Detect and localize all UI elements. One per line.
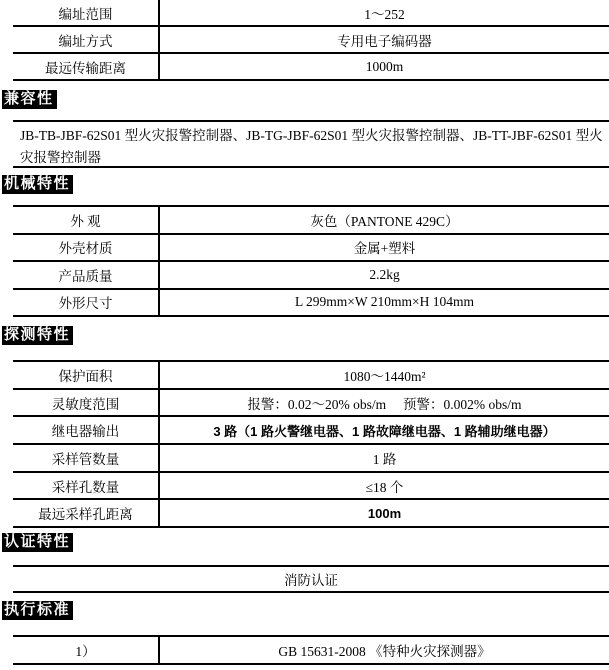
spec-value: 1 路 bbox=[372, 451, 397, 467]
spec-label: 保护面积 bbox=[13, 362, 160, 388]
section-header-mechanical: 机械特性 bbox=[2, 175, 73, 194]
table-row bbox=[13, 0, 609, 27]
spec-label: 编址方式 bbox=[13, 27, 160, 52]
table-row bbox=[13, 362, 609, 390]
spec-value: 报警：0.02～20% obs/m 预警：0.002% obs/m bbox=[247, 396, 522, 412]
table-row bbox=[13, 27, 609, 54]
table-row bbox=[13, 207, 609, 235]
spec-value: 1～252 bbox=[364, 6, 405, 22]
table-row bbox=[13, 390, 609, 418]
spec-value: ≤18 个 bbox=[365, 479, 404, 495]
section-header-standards: 执行标准 bbox=[2, 601, 73, 620]
compatibility-text-block: JB-TB-JBF-62S01 型火灾报警控制器、JB-TG-JBF-62S01 型火灾报警控制器、JB-TT-JBF-62S01 型火灾报警控制器 bbox=[13, 120, 609, 168]
table-row bbox=[13, 290, 609, 318]
spec-label: 编址范围 bbox=[13, 0, 160, 25]
table-row bbox=[13, 637, 609, 665]
section-header-detection: 探测特性 bbox=[2, 326, 73, 345]
spec-value: 1000m bbox=[365, 58, 404, 74]
section-header-compatibility: 兼容性 bbox=[2, 90, 57, 109]
standards-spec-table bbox=[13, 635, 609, 665]
table-row bbox=[13, 262, 609, 290]
table-row bbox=[13, 473, 609, 501]
table-row bbox=[13, 500, 609, 528]
spec-value: 专用电子编码器 bbox=[337, 33, 432, 49]
spec-label: 采样孔数量 bbox=[13, 473, 160, 499]
spec-value: 100m bbox=[367, 505, 402, 521]
mechanical-spec-table bbox=[13, 205, 609, 317]
spec-label: 最远传输距离 bbox=[13, 54, 160, 79]
spec-value: 1080～1440m² bbox=[343, 368, 426, 384]
section-header-certification: 认证特性 bbox=[2, 533, 73, 552]
table-row bbox=[13, 445, 609, 473]
spec-label: 产品质量 bbox=[13, 262, 160, 288]
certification-row bbox=[13, 565, 609, 593]
spec-value: 灰色（PANTONE 429C） bbox=[310, 213, 459, 229]
spec-label: 采样管数量 bbox=[13, 445, 160, 471]
detection-spec-table bbox=[13, 360, 609, 528]
spec-label: 外 观 bbox=[13, 207, 160, 233]
spec-value: 2.2kg bbox=[369, 266, 400, 282]
spec-label: 灵敏度范围 bbox=[13, 390, 160, 416]
spec-label: 外形尺寸 bbox=[13, 290, 160, 316]
table-row bbox=[13, 54, 609, 81]
certification-value: 消防认证 bbox=[284, 573, 338, 588]
spec-label: 1） bbox=[13, 637, 160, 663]
spec-label: 最远采样孔距离 bbox=[13, 500, 160, 526]
spec-label: 继电器输出 bbox=[13, 417, 160, 443]
addressing-spec-table bbox=[13, 0, 609, 81]
table-row bbox=[13, 235, 609, 263]
spec-label: 外壳材质 bbox=[13, 235, 160, 261]
spec-value: L 299mm×W 210mm×H 104mm bbox=[294, 294, 475, 310]
spec-value: 3 路（1 路火警继电器、1 路故障继电器、1 路辅助继电器） bbox=[213, 423, 556, 439]
table-row bbox=[13, 417, 609, 445]
spec-value: 金属+塑料 bbox=[353, 241, 416, 257]
spec-value: GB 15631-2008 《特种火灾探测器》 bbox=[278, 644, 491, 659]
